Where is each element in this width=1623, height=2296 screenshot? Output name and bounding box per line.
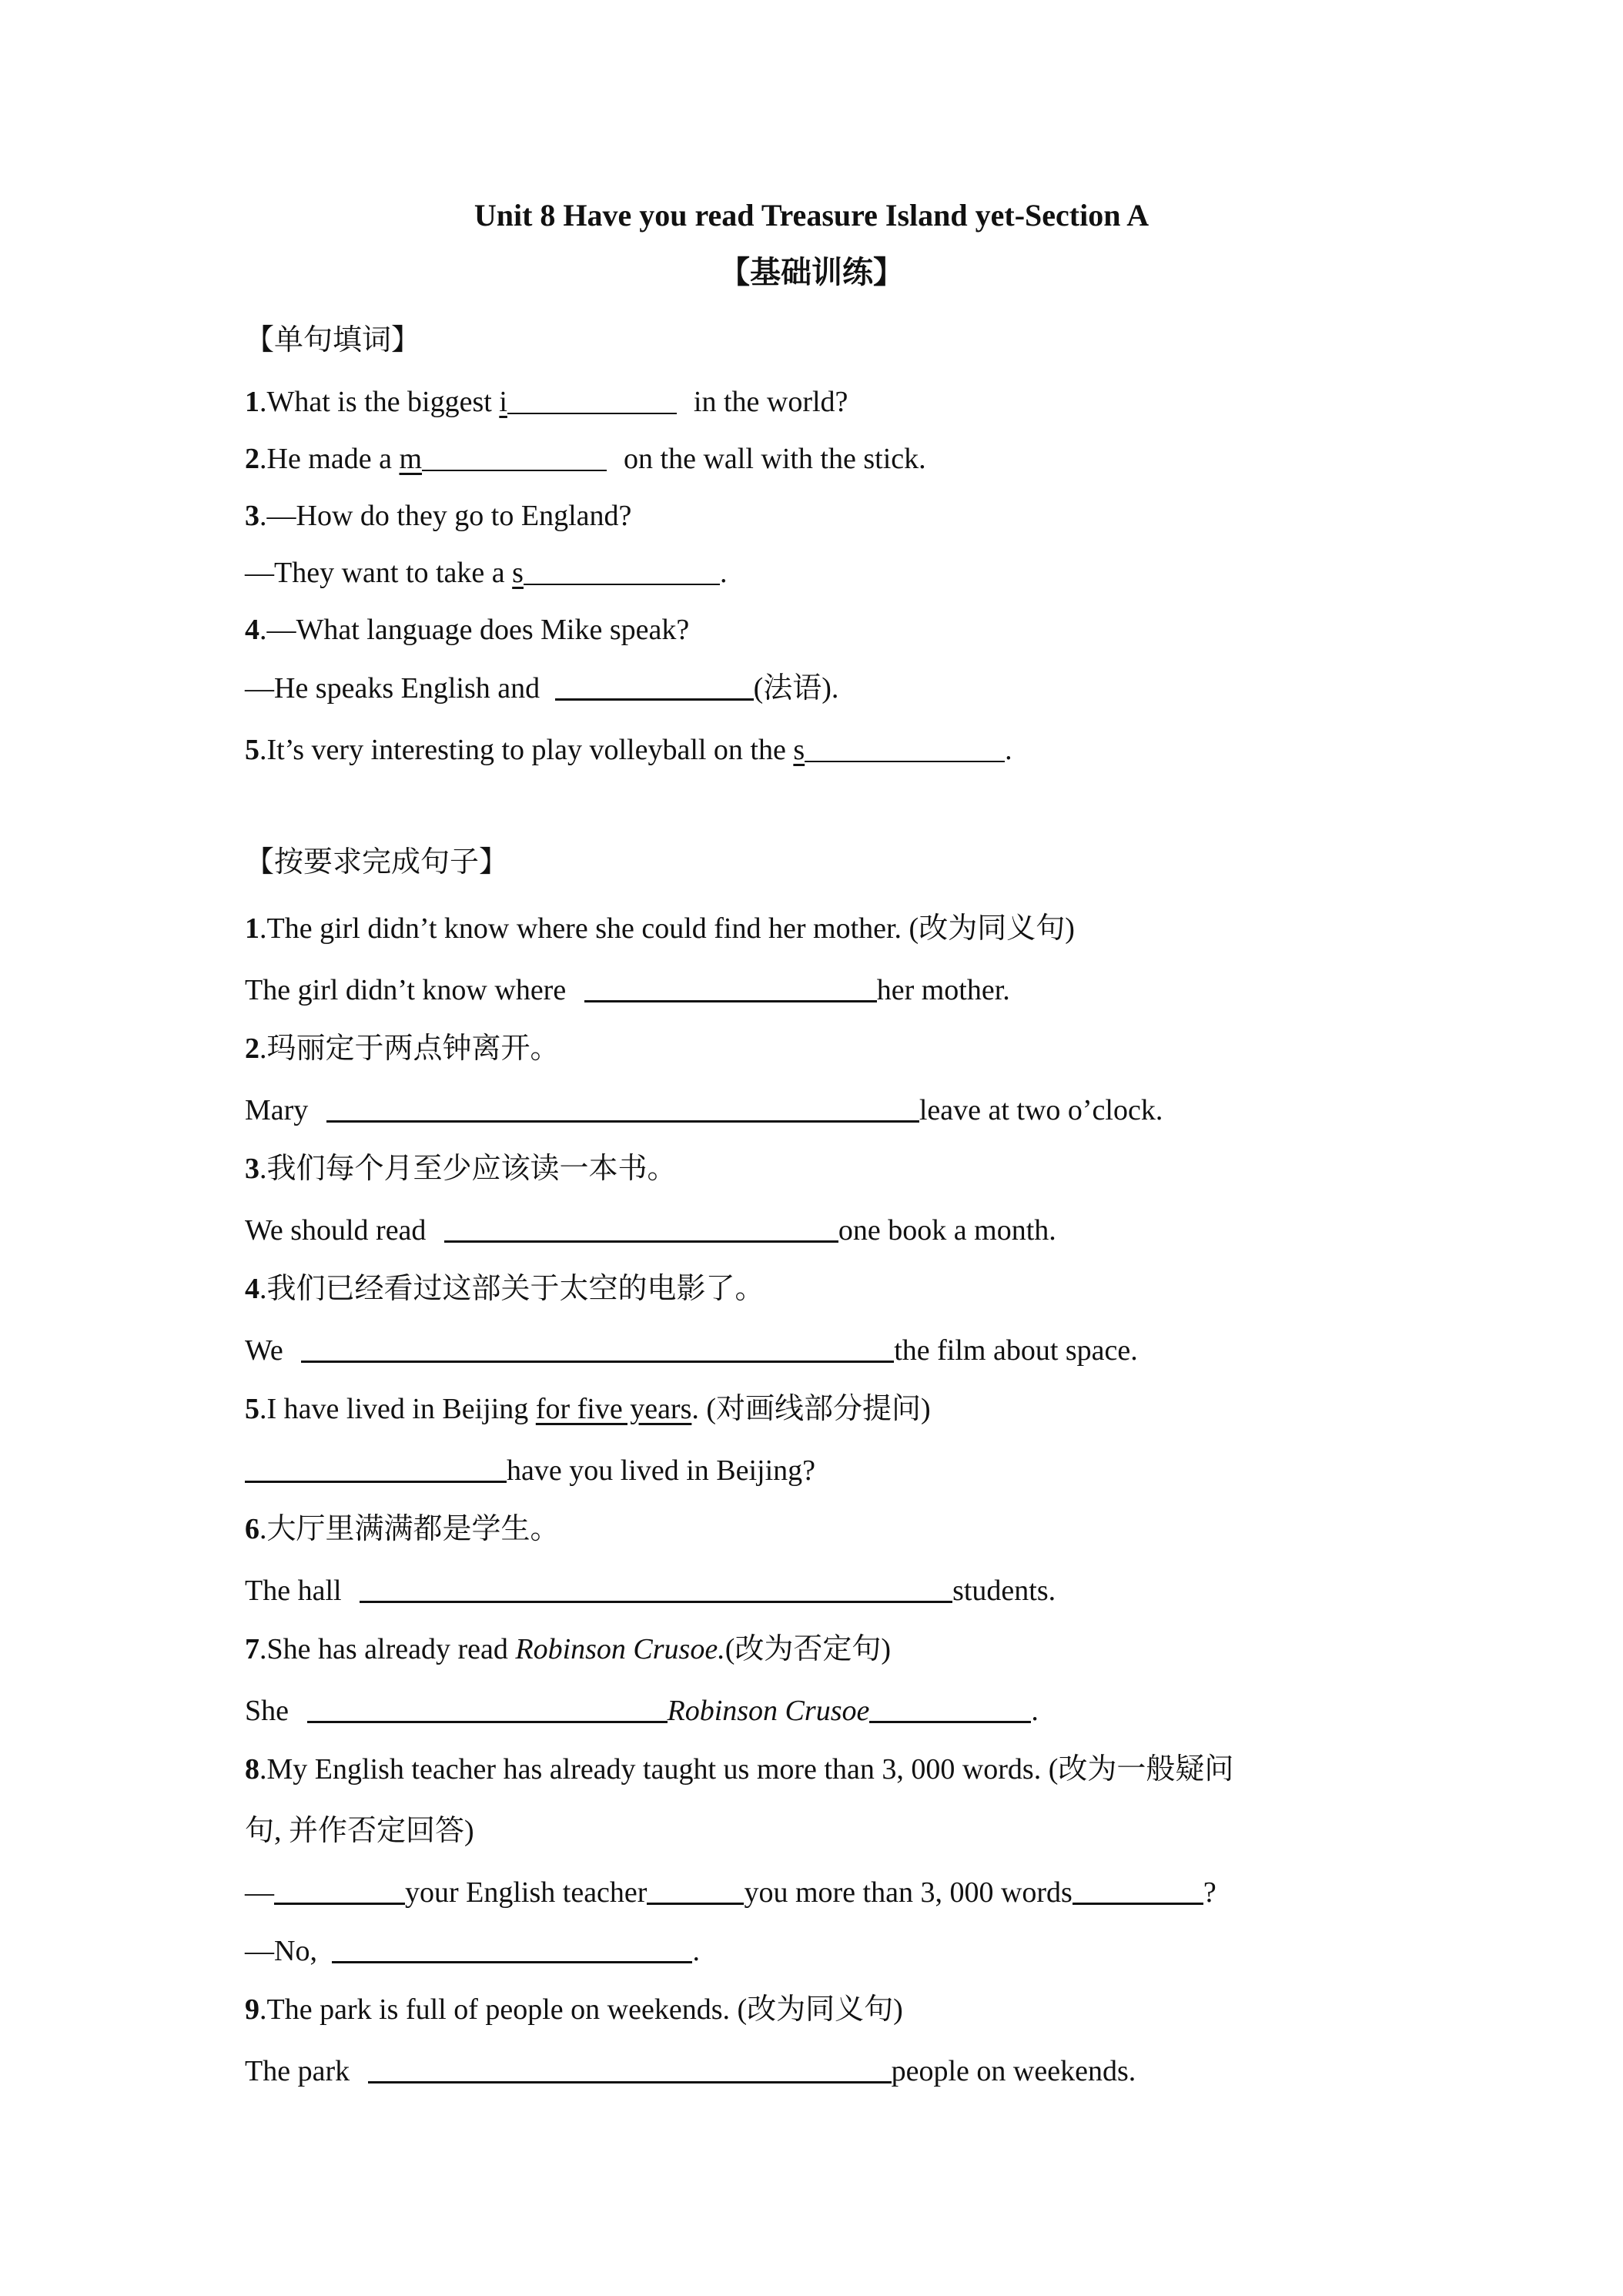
question-number: 2 (245, 1033, 259, 1065)
question-text-after: . (1005, 734, 1012, 766)
question-text: .—How do they go to England? (259, 500, 632, 532)
book-title: Robinson Crusoe. (515, 1633, 725, 1665)
question-text: .My English teacher has already taught us more than 3, 000 words. (改为一般疑问 (259, 1753, 1234, 1786)
question-number: 7 (245, 1633, 259, 1665)
s1-q1 (245, 380, 848, 423)
answer-blank[interactable] (245, 1450, 507, 1483)
question-text: .What is the biggest (259, 386, 500, 418)
section-heading-complete-sentences: 【按要求完成句子】 (245, 846, 509, 879)
question-text: .I have lived in Beijing (259, 1393, 536, 1425)
answer-blank[interactable] (422, 439, 607, 471)
s2-q2-prompt (245, 1027, 560, 1070)
s2-q7-answer (245, 1689, 1039, 1732)
question-number: 4 (245, 1273, 259, 1305)
answer-blank[interactable] (360, 1570, 952, 1603)
answer-blank[interactable] (307, 1690, 668, 1723)
answer-suffix: . (1031, 1695, 1039, 1727)
answer-blank[interactable] (444, 1210, 838, 1243)
s1-q5 (245, 728, 1012, 771)
s1-q3-line2 (245, 551, 727, 594)
s2-q8-prompt (245, 1748, 1233, 1791)
question-text: —They want to take a (245, 557, 513, 589)
answer-prefix: —No, (245, 1935, 325, 1967)
s2-q6-answer (245, 1569, 1056, 1612)
answer-blank[interactable] (555, 668, 754, 701)
answer-prefix: The hall (245, 1575, 350, 1607)
page-subtitle: 【基础训练】 (719, 255, 904, 290)
s1-q4-line1 (245, 608, 689, 651)
s2-q9-answer (245, 2050, 1136, 2093)
answer-suffix: have you lived in Beijing? (507, 1454, 816, 1487)
s2-q1-prompt (245, 907, 1075, 950)
answer-text: you more than 3, 000 words (744, 1876, 1073, 1909)
dash: — (245, 1876, 274, 1909)
question-text-after: in the world? (693, 386, 848, 418)
answer-blank[interactable] (332, 1930, 692, 1963)
question-text: .玛丽定于两点钟离开。 (259, 1033, 560, 1065)
s1-q4-line2 (245, 667, 838, 710)
question-number: 6 (245, 1513, 259, 1545)
answer-suffix: her mother. (876, 974, 1010, 1006)
answer-blank[interactable] (584, 969, 877, 1002)
question-text: .He made a (259, 443, 400, 475)
question-text: .The girl didn’t know where she could find her mother. (改为同义句) (259, 912, 1075, 945)
answer-suffix: . (692, 1935, 700, 1967)
question-number: 1 (245, 386, 259, 418)
question-text: .—What language does Mike speak? (259, 614, 690, 646)
initial-letter: m (399, 443, 423, 475)
answer-suffix: students. (952, 1575, 1056, 1607)
s2-q8-answer-reply (245, 1930, 700, 1973)
question-text: .She has already read (259, 1633, 516, 1665)
question-text: —He speaks English and (245, 672, 547, 705)
book-title: Robinson Crusoe (667, 1695, 870, 1727)
answer-blank[interactable] (805, 730, 1005, 762)
answer-prefix: The girl didn’t know where (245, 974, 574, 1006)
answer-suffix: people on weekends. (891, 2055, 1136, 2087)
underlined-phrase: for five years (535, 1393, 692, 1425)
s2-q8-prompt-line2: 句, 并作否定回答) (245, 1815, 474, 1847)
question-instruction: . (对画线部分提问) (691, 1393, 931, 1425)
answer-prefix: We (245, 1334, 291, 1367)
s1-q3-line1 (245, 494, 631, 537)
question-number: 2 (245, 443, 259, 475)
answer-blank[interactable] (326, 1089, 919, 1123)
question-number: 9 (245, 1993, 259, 2026)
answer-prefix: The park (245, 2055, 357, 2087)
s2-q6-prompt (245, 1508, 560, 1551)
initial-letter: s (512, 557, 524, 589)
answer-blank[interactable] (368, 2050, 892, 2083)
question-text-after: on the wall with the stick. (624, 443, 926, 475)
s2-q2-answer (245, 1089, 1163, 1132)
question-text: .The park is full of people on weekends. (改为同义句) (259, 1993, 903, 2026)
question-text: .大厅里满满都是学生。 (259, 1513, 560, 1545)
answer-suffix: the film about space. (894, 1334, 1138, 1367)
answer-prefix: Mary (245, 1094, 316, 1126)
answer-blank[interactable] (869, 1690, 1031, 1723)
question-instruction: (改为否定句) (724, 1633, 892, 1665)
s2-q8-answer-question (245, 1871, 1216, 1914)
question-text: .我们已经看过这部关于太空的电影了。 (259, 1273, 765, 1305)
answer-prefix: She (245, 1695, 296, 1727)
page-title: Unit 8 Have you read Treasure Island yet-Section A (474, 198, 1149, 233)
answer-prefix: We should read (245, 1214, 433, 1247)
s2-q3-prompt (245, 1147, 677, 1190)
question-text-after: (法语). (753, 672, 839, 705)
answer-suffix: leave at two o’clock. (919, 1094, 1163, 1126)
answer-text: your English teacher (405, 1876, 648, 1909)
s2-q4-answer (245, 1329, 1138, 1372)
answer-blank[interactable] (274, 1872, 405, 1905)
s2-q3-answer (245, 1209, 1056, 1252)
s2-q7-prompt (245, 1628, 891, 1671)
question-number: 4 (245, 614, 259, 646)
s2-q1-answer (245, 969, 1010, 1012)
question-text: .我们每个月至少应该读一本书。 (259, 1153, 677, 1185)
answer-suffix: one book a month. (838, 1214, 1056, 1247)
question-number: 5 (245, 734, 259, 766)
initial-letter: i (499, 386, 507, 418)
answer-blank[interactable] (1073, 1872, 1203, 1905)
answer-blank[interactable] (647, 1872, 744, 1905)
s2-q5-prompt (245, 1387, 931, 1431)
s2-q4-prompt (245, 1267, 765, 1310)
question-number: 1 (245, 912, 259, 945)
section-heading-fill-words: 【单句填词】 (245, 324, 421, 356)
s2-q9-prompt (245, 1988, 903, 2031)
answer-suffix: ? (1203, 1876, 1216, 1909)
s1-q2 (245, 437, 926, 480)
s2-q5-answer (245, 1449, 815, 1492)
answer-blank[interactable] (524, 553, 720, 585)
question-number: 3 (245, 1153, 259, 1185)
question-number: 5 (245, 1393, 259, 1425)
question-number: 8 (245, 1753, 259, 1786)
initial-letter: s (793, 734, 805, 766)
question-text: .It’s very interesting to play volleyball on the (259, 734, 794, 766)
answer-blank[interactable] (301, 1330, 894, 1363)
answer-blank[interactable] (507, 382, 677, 414)
question-number: 3 (245, 500, 259, 532)
question-text-after: . (719, 557, 728, 589)
